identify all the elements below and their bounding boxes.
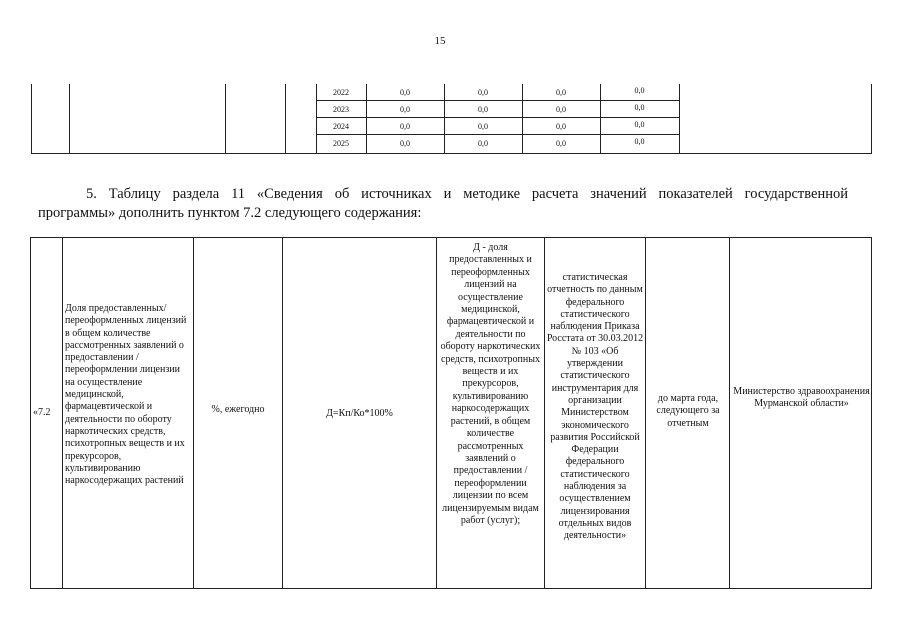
paragraph-line: программы» дополнить пунктом 7.2 следующего содержания:: [38, 205, 422, 221]
table-column-divider: [285, 84, 286, 154]
table-column-divider: [436, 238, 437, 588]
formula-cell: Д=Кп/Ко*100%: [326, 408, 393, 419]
value-cell: 0,0: [634, 137, 645, 146]
continuation-table: [31, 84, 871, 154]
responsible-cell: Министерство здравоохранения Мурманской области»: [733, 386, 870, 410]
paragraph-line: 5. Таблицу раздела 11 «Сведения об источниках и методике расчета значений показателей государственной: [86, 186, 848, 202]
method-description: Д - доля предоставленных и переоформленных лицензий на осуществление медицинской, фармацевтической и деятельности по обороту наркотических средств, психотропных веществ и их прекурсоров, культивированию наркосодержащих растений, в общем количестве рассмотренных заявлений о предоставлении / переоформлении лицензии по всем лицензируемым видам работ (услуг);: [440, 242, 541, 526]
table-border-left: [31, 84, 32, 154]
year-cell: 2023: [333, 105, 349, 114]
table-row: [316, 84, 679, 101]
value-cell: 0,0: [634, 120, 645, 129]
page-number: 15: [434, 35, 446, 47]
item-number-text: «7.2: [33, 406, 51, 418]
value-cell: 0,0: [478, 139, 488, 148]
value-cell: 0,0: [400, 139, 410, 148]
amendment-paragraph: [38, 185, 848, 223]
value-cell: 0,0: [556, 139, 566, 148]
value-cell: 0,0: [400, 122, 410, 131]
table-column-divider: [225, 84, 226, 154]
table-bottom-border: [31, 153, 871, 154]
table-column-divider: [679, 84, 680, 154]
table-row: [316, 101, 679, 118]
indicator-table: [30, 237, 872, 589]
year-cell: 2025: [333, 139, 349, 148]
value-cell: 0,0: [556, 88, 566, 97]
item-number: [33, 238, 61, 588]
value-cell: 0,0: [400, 105, 410, 114]
value-cell: 0,0: [634, 86, 645, 95]
value-cell: 0,0: [478, 105, 488, 114]
table-column-divider: [69, 84, 70, 154]
table-column-divider: [62, 238, 63, 588]
value-cell: 0,0: [400, 88, 410, 97]
value-cell: 0,0: [634, 103, 645, 112]
value-cell: 0,0: [556, 105, 566, 114]
year-cell: 2024: [333, 122, 349, 131]
table-column-divider: [544, 238, 545, 588]
table-row: [316, 135, 679, 152]
value-cell: 0,0: [478, 88, 488, 97]
value-cell: 0,0: [556, 122, 566, 131]
indicator-name: Доля предоставленных/ переоформленных лицензий в общем количестве рассмотренных заявлений о предоставлении / переоформлении лицензии на осуществление медицинской, фармацевтической и деятельности по обороту наркотических средств, психотропных веществ и их прекурсоров, культивированию наркосодержащих растений: [65, 303, 187, 487]
table-border-right: [871, 84, 872, 154]
unit-cell: %, ежегодно: [211, 404, 265, 415]
table-column-divider: [729, 238, 730, 588]
table-column-divider: [645, 238, 646, 588]
data-source: статистическая отчетность по данным федерального статистического наблюдения Приказа Росстата от 30.03.2012 № 103 «Об утверждении статистического инструментария для организации Министерством экономического развития Российской Федерации федерального статистического наблюдения за осуществлением лицензирования отдельных видов деятельности»: [546, 272, 644, 542]
table-row: [316, 118, 679, 135]
year-cell: 2022: [333, 88, 349, 97]
value-cell: 0,0: [478, 122, 488, 131]
deadline-cell: до марта года, следующего за отчетным: [656, 393, 720, 429]
